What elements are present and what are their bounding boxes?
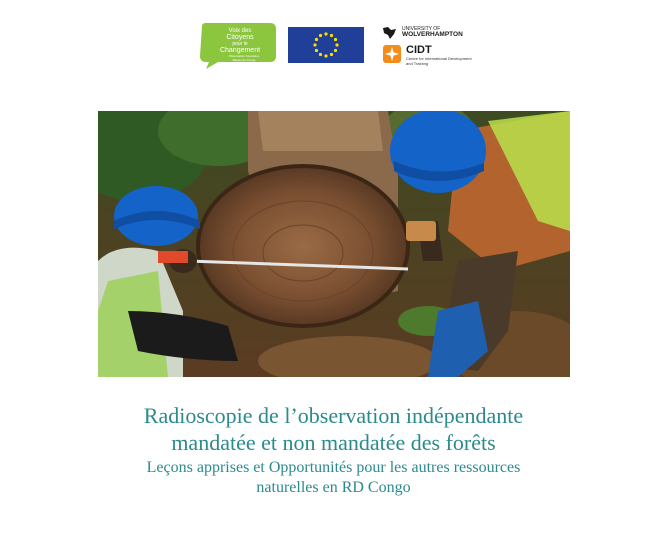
voix-line2: Citoyens [226, 34, 254, 41]
eu-star-icon [324, 54, 327, 57]
eu-star-icon [315, 49, 318, 52]
document-title [0, 402, 667, 456]
title-line1: Radioscopie de l’observation indépendante [143, 403, 524, 428]
logo-strip [0, 18, 667, 70]
voix-tag2: Bassin du Congo [232, 58, 256, 62]
eu-star-icon [313, 43, 316, 46]
eu-star-icon [315, 38, 318, 41]
voix-line4: Changement [219, 47, 261, 54]
wlv-name: WOLVERHAMPTON [402, 31, 463, 38]
voix-line3: pour le [232, 41, 248, 47]
voix-des-citoyens-logo [196, 22, 278, 70]
eu-star-icon [334, 38, 337, 41]
eu-star-icon [330, 34, 333, 37]
eu-flag-logo [288, 27, 364, 63]
document-subtitle [0, 458, 667, 498]
subtitle-line1: Leçons apprises et Opportunités pour les autres ressources [146, 459, 521, 476]
wolf-icon [382, 26, 398, 40]
title-block [0, 402, 667, 498]
forest-log-measurement-photo [98, 111, 570, 377]
cidt-subtitle: Centre for International Development and Training [406, 56, 472, 66]
eu-star-icon [319, 53, 322, 56]
wlv-small: UNIVERSITY OF [402, 26, 441, 32]
eu-star-icon [330, 53, 333, 56]
eu-star-icon [334, 49, 337, 52]
cidt-name: CIDT [406, 44, 432, 56]
eu-star-icon [335, 43, 338, 46]
eu-star-icon [319, 34, 322, 37]
voix-line1: Voix des [228, 28, 252, 34]
cidt-star-icon [382, 44, 402, 64]
subtitle-line2: naturelles en RD Congo [256, 479, 411, 496]
cidt-logo [382, 44, 482, 68]
eu-star-icon [324, 32, 327, 35]
title-line2: mandatée et non mandatée des forêts [171, 430, 496, 455]
voix-tag1: Observation Forestière [228, 54, 260, 58]
wolverhampton-logo [382, 26, 474, 42]
